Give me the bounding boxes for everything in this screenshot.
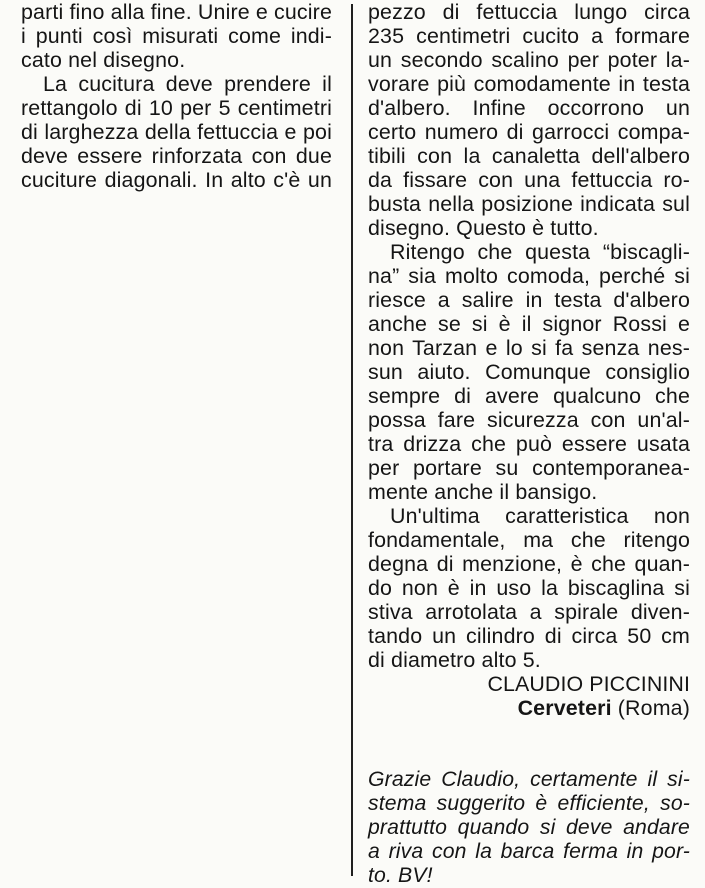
left-line-8: cuciture diagonali. In alto c'è un [21, 168, 332, 192]
right-line-19: tra drizza che può essere usata [368, 432, 690, 456]
right-line-13: riesce a salire in testa d'albero [368, 288, 690, 312]
editor-note-line-2: stema suggerito è efficiente, so- [368, 792, 690, 815]
signature-location [368, 696, 690, 720]
right-line-28: di diametro alto 5. [368, 648, 541, 672]
right-line-24: degna di menzione, è che quan- [368, 552, 690, 576]
right-line-25: do non è in uso la biscaglina si [368, 576, 690, 600]
right-line-8: da fissare con una fettuccia ro- [368, 168, 690, 192]
right-line-11: Ritengo che questa “biscagli- [390, 240, 690, 264]
column-divider [351, 4, 353, 876]
right-line-2: 235 centimetri cucito a formare [368, 24, 690, 48]
right-column [368, 0, 690, 720]
right-line-17: sempre di avere qualcuno che [368, 384, 690, 408]
left-line-2: i punti così misurati come indi- [21, 24, 332, 48]
right-line-16: sun aiuto. Comunque consiglio [368, 360, 690, 384]
left-column [21, 0, 332, 192]
left-line-6: di larghezza della fettuccia e poi [21, 120, 332, 144]
left-line-7: deve essere rinforzata con due [21, 144, 332, 168]
right-line-23: fondamentale, ma che ritengo [368, 528, 690, 552]
right-line-22: Un'ultima caratteristica non [390, 504, 690, 528]
editor-note-line-5: to. BV! [368, 864, 433, 887]
right-line-10: disegno. Questo è tutto. [368, 216, 599, 240]
right-line-3: un secondo scalino per poter la- [368, 48, 690, 72]
editor-note-line-4: a riva con la barca ferma in por- [368, 840, 690, 863]
left-line-3: cato nel disegno. [21, 48, 186, 72]
right-line-26: stiva arrotolata a spirale diven- [368, 600, 690, 624]
signature-city: Cerveteri [517, 696, 612, 720]
right-line-21: mente anche il bansigo. [368, 480, 598, 504]
right-line-6: certo numero di garrocci compa- [368, 120, 690, 144]
left-line-5: rettangolo di 10 per 5 centimetri [21, 96, 332, 120]
right-line-27: tando un cilindro di circa 50 cm [368, 624, 690, 648]
editor-note-line-3: prattutto quando si deve andare [368, 816, 690, 839]
left-line-4: La cucitura deve prendere il [43, 72, 332, 96]
right-line-1: pezzo di fettuccia lungo circa [368, 0, 690, 24]
right-line-14: anche se si è il signor Rossi e [368, 312, 690, 336]
left-line-1: parti fino alla fine. Unire e cucire [21, 0, 332, 24]
right-line-15: non Tarzan e lo si fa senza nes- [368, 336, 690, 360]
right-line-18: possa fare sicurezza con un'al- [368, 408, 690, 432]
signature-name: CLAUDIO PICCININI [487, 672, 690, 696]
right-line-4: vorare più comodamente in testa [368, 72, 690, 96]
editor-note [368, 768, 690, 888]
right-line-9: busta nella posizione indicata sul [368, 192, 690, 216]
editor-note-line-1: Grazie Claudio, certamente il si- [368, 768, 690, 791]
signature-province: (Roma) [617, 696, 690, 720]
right-line-5: d'albero. Infine occorrono un [368, 96, 690, 120]
right-line-20: per portare su contemporanea- [368, 456, 690, 480]
right-line-12: na” sia molto comoda, perché si [368, 264, 690, 288]
right-line-7: tibili con la canaletta dell'albero [368, 144, 690, 168]
